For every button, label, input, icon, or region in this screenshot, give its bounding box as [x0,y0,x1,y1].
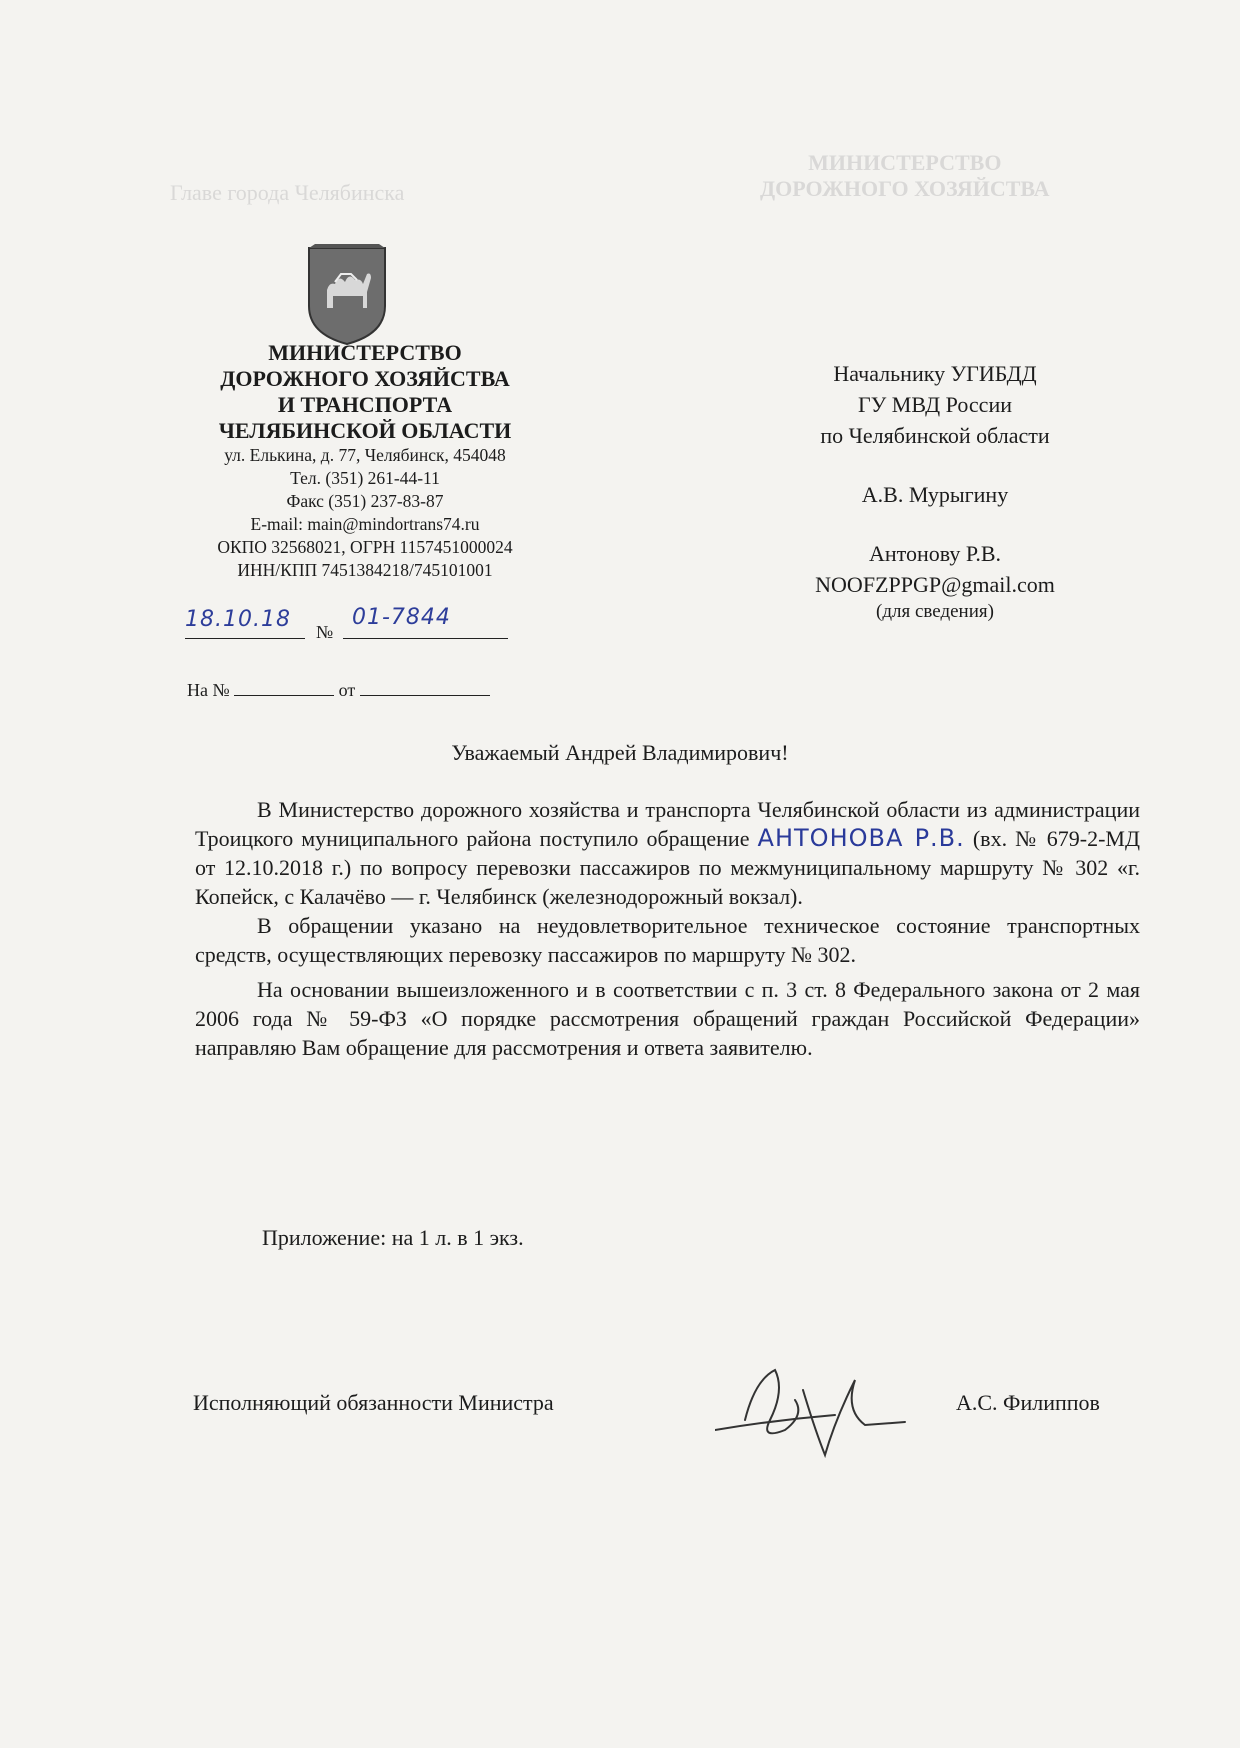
registration-number-sign: № [316,622,334,642]
handwritten-applicant-name: АНТОНОВА Р.В. [757,824,965,852]
bleed-through-text: Главе города Челябинска [170,180,405,205]
sender-address: ул. Елькина, д. 77, Челябинск, 454048 [224,445,506,465]
sender-phone: Тел. (351) 261-44-11 [290,468,440,488]
reply-reference [187,680,490,701]
salutation: Уважаемый Андрей Владимирович! [451,740,789,765]
cc-name: Антонову Р.В. [868,541,1002,566]
bleed-through-text: МИНИСТЕРСТВО ДОРОЖНОГО ХОЗЯЙСТВА [760,150,1050,201]
addressee-line: по Челябинской области [820,423,1050,448]
sender-block [170,340,560,582]
addressee-line: Начальнику УГИБДД [833,361,1037,386]
ministry-name-line: МИНИСТЕРСТВО [268,340,462,365]
handwritten-signature [715,1360,975,1460]
addressee-name: А.В. Мурыгину [861,482,1009,507]
ministry-name-line: И ТРАНСПОРТА [277,392,453,417]
body-text: (вх. № 679-2-МД от 12.10.2018 г.) по вопросу перевозки пассажиров по межмуниципальному маршруту № 302 «г. Копейск, с Калачёво — г. Челябинск (железнодорожный вокзал). [195,826,1140,909]
registration-number: 01-7844 [352,605,451,630]
sender-email: E-mail: main@mindortrans74.ru [250,514,480,534]
body-paragraph: В обращении указано на неудовлетворительное техническое состояние транспортных средств, осуществляющих перевозку пассажиров по маршруту № 302. [195,913,1140,967]
signer-title: Исполняющий обязанности Министра [193,1390,554,1415]
addressee-block [770,358,1100,624]
letter-body [195,795,1140,1062]
addressee-line: ГУ МВД России [857,392,1012,417]
attachment-note: Приложение: на 1 л. в 1 экз. [262,1225,524,1250]
number-underline [343,638,508,639]
cc-email: NOOFZPPGP@gmail.com [815,572,1055,597]
chelyabinsk-coat-of-arms-icon [305,244,389,346]
body-text: В Министерство дорожного хозяйства и транспорта Челябинской области из администрации Троицкого муниципального района поступило обращение [195,797,1140,851]
date-underline [185,638,305,639]
ministry-name-line: ЧЕЛЯБИНСКОЙ ОБЛАСТИ [218,418,512,443]
sender-fax: Факс (351) 237-83-87 [286,491,444,511]
sender-inn: ИНН/КПП 7451384218/745101001 [237,560,493,580]
body-paragraph: На основании вышеизложенного и в соответствии с п. 3 ст. 8 Федерального закона от 2 мая 2006 года № 59-ФЗ «О порядке рассмотрения обращений граждан Российской Федерации» направляю Вам обращение для рассмотрения и ответа заявителю. [195,977,1140,1060]
body-paragraph [195,795,1140,911]
ministry-name-line: ДОРОЖНОГО ХОЗЯЙСТВА [220,366,510,391]
registration-date: 18.10.18 [185,607,291,632]
cc-note: (для сведения) [876,601,994,622]
sender-okpo: ОКПО 32568021, ОГРН 1157451000024 [217,537,513,557]
reply-from-label: от [338,680,356,700]
reply-number-label: На № [187,680,230,700]
signer-name: А.С. Филиппов [956,1390,1100,1415]
